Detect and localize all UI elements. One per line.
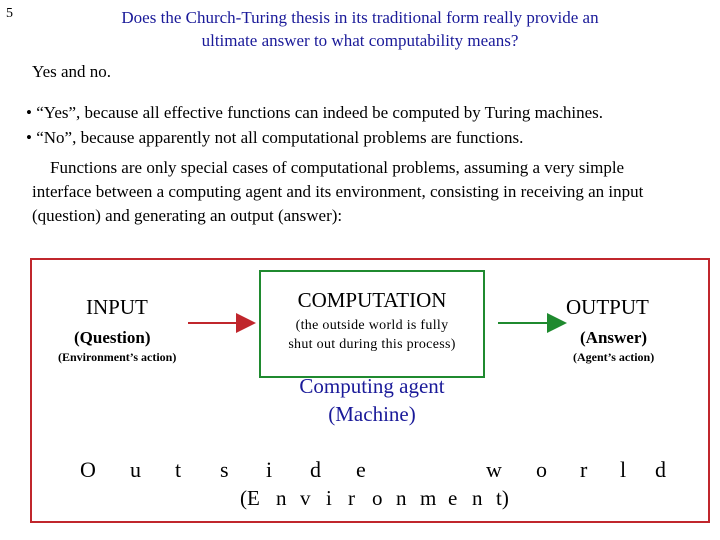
output-sub-label: (Answer) [580,328,648,347]
slide-number: 5 [6,6,13,21]
environment-letter: m [420,486,437,510]
world-letter: o [536,457,547,482]
environment-letter: v [300,486,311,510]
environment-letter: o [372,486,383,510]
outside-letter: e [356,457,366,482]
agent-line-2: (Machine) [328,402,416,426]
computation-note-line-2: shut out during this process) [288,337,456,352]
title-line-2: ultimate answer to what computability means? [201,31,519,50]
environment-letter: n [396,486,407,510]
world-letter: r [580,457,588,482]
computing-agent-label [259,372,485,428]
world-letter: d [655,457,666,482]
environment-letter: r [348,486,355,510]
bullet-yes: • “Yes”, because all effective functions can indeed be computed by Turing machines. [26,103,604,122]
world-letter: l [620,457,627,482]
environment-letter: n [276,486,287,510]
outside-letter: O [80,457,96,482]
input-note: (Environment’s action) [58,350,177,364]
functions-paragraph: Functions are only special cases of computational problems, assuming a very simple interface between a computing agent and its environment, consisting in receiving an input (question) and generating an output (answer): [32,158,644,225]
agent-line-1: Computing agent [299,374,445,398]
outside-letter: t [175,457,182,482]
output-note: (Agent’s action) [573,350,655,364]
environment-letter: t) [496,486,509,510]
environment-letter: n [472,486,483,510]
outside-letter: u [130,457,141,482]
outside-letter: d [310,457,321,482]
world-letter: w [486,457,502,482]
title-line-1: Does the Church-Turing thesis in its traditional form really provide an [121,8,599,27]
input-label: INPUT [86,295,148,319]
environment-letter: (E [240,486,260,510]
outside-letter: s [220,457,229,482]
environment-letter: e [448,486,458,510]
input-sub-label: (Question) [74,328,151,347]
intro-text: Yes and no. [32,62,112,81]
computation-note-line-1: (the outside world is fully [295,318,449,333]
outside-letter: i [266,457,273,482]
bullet-no: • “No”, because apparently not all computational problems are functions. [26,128,524,147]
computation-label: COMPUTATION [297,288,447,312]
environment-letter: i [326,486,332,510]
output-label: OUTPUT [566,295,649,319]
